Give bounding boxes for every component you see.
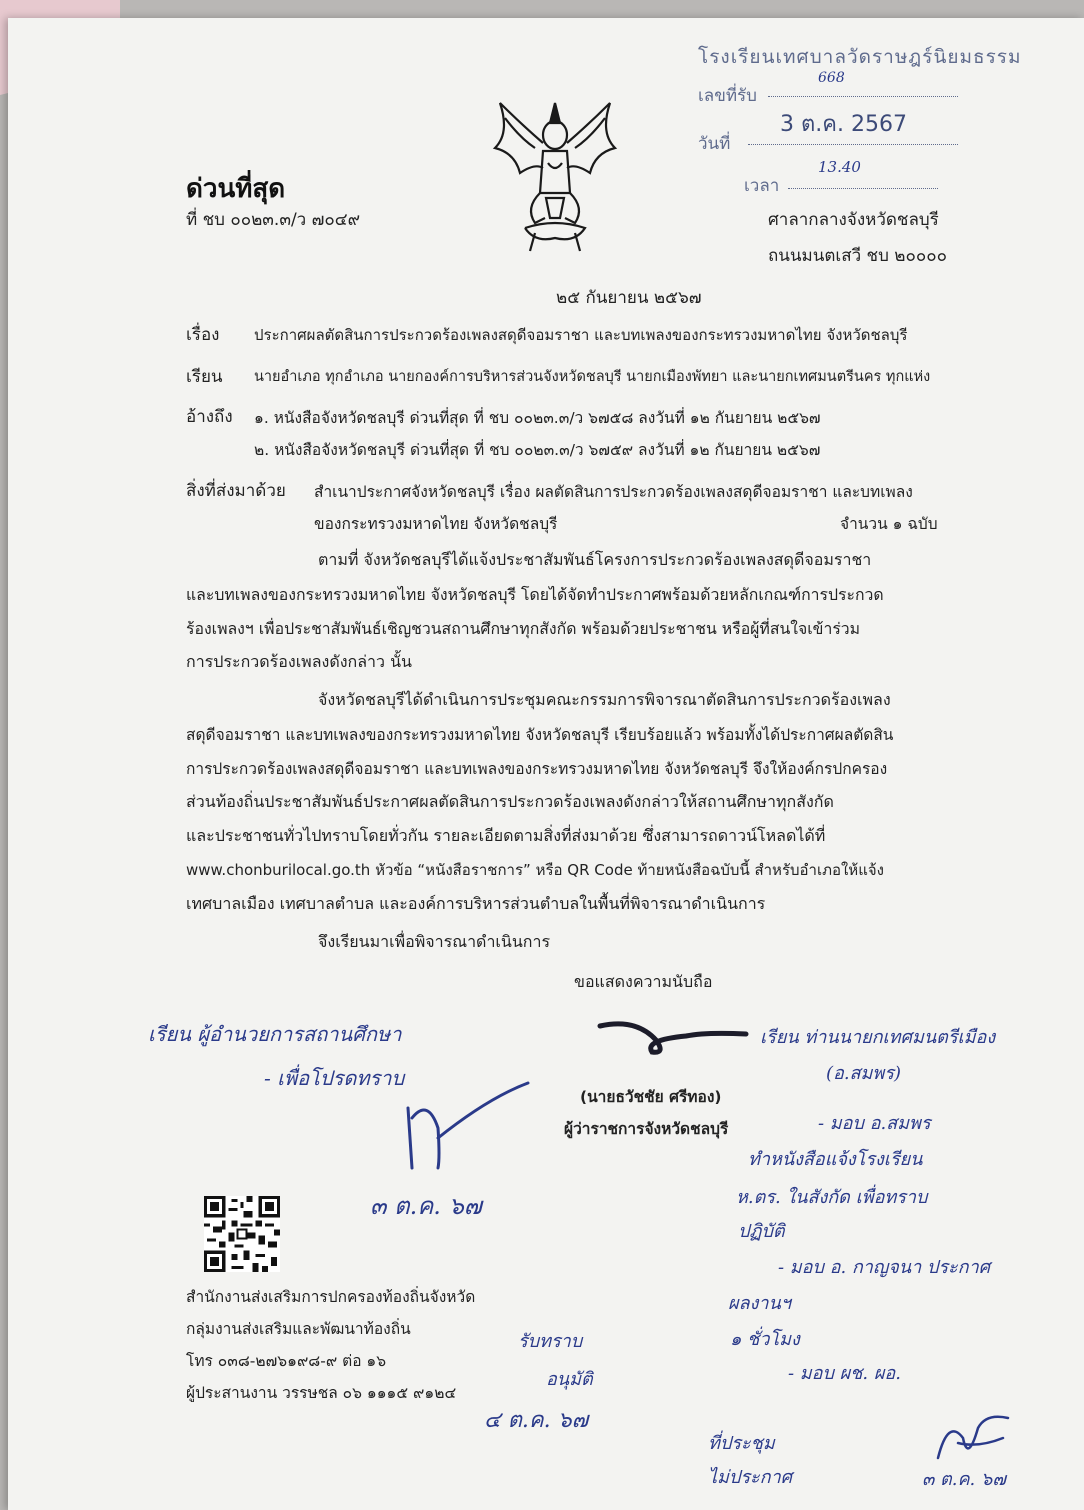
enclosure-line-1: สำเนาประกาศจังหวัดชลบุรี เรื่อง ผลตัดสินการประกวดร้องเพลงสดุดีจอมราชา และบทเพลง xyxy=(314,483,913,501)
handwritten-right-line-4: ทำหนังสือแจ้งโรงเรียน xyxy=(748,1149,923,1170)
handwritten-bottom-line-1: รับทราบ xyxy=(518,1331,583,1352)
stamp-org: โรงเรียนเทศบาลวัดราษฎร์นิยมธรรม xyxy=(698,46,1022,68)
office-line-2: กลุ่มงานส่งเสริมและพัฒนาท้องถิ่น xyxy=(186,1320,411,1338)
handwritten-right-line-9: ๑ ชั่วโมง xyxy=(730,1329,800,1350)
handwritten-right-line-6: ปฏิบัติ xyxy=(738,1221,785,1242)
para1-line-2: และบทเพลงของกระทรวงมหาดไทย จังหวัดชลบุรี โดยได้จัดทำประกาศพร้อมด้วยหลักเกณฑ์การประกวด xyxy=(186,585,884,604)
handwritten-right-line-3: - มอบ อ.สมพร xyxy=(818,1113,931,1134)
para2-line-2: สดุดีจอมราชา และบทเพลงของกระทรวงมหาดไทย จังหวัดชลบุรี เรียบร้อยแล้ว พร้อมทั้งได้ประกาศผลตัดสิน xyxy=(186,726,894,744)
para1-line-3: ร้องเพลงฯ เพื่อประชาสัมพันธ์เชิญชวนสถานศึกษาทุกสังกัด พร้อมด้วยประชาชน หรือผู้ที่สนใจเข้าร่วม xyxy=(186,619,861,638)
handwritten-right-line-5: ห.ตร. ในสังกัด เพื่อทราบ xyxy=(736,1187,928,1208)
address-line-2: ถนนมนตเสวี ชบ ๒๐๐๐๐ xyxy=(768,246,947,266)
governor-signature xyxy=(596,1010,756,1070)
office-line-4: ผู้ประสานงาน วรรษชล ๐๖ ๑๑๑๕ ๙๑๒๔ xyxy=(186,1384,457,1402)
garuda-emblem-icon xyxy=(480,93,630,258)
handwritten-right-line-12: ไม่ประกาศ xyxy=(708,1467,793,1488)
handwritten-bottom-line-2: อนุมัติ xyxy=(546,1369,593,1390)
handwritten-right-line-11: ที่ประชุม xyxy=(708,1433,775,1454)
stamp-date-line xyxy=(748,144,958,145)
to-text: นายอำเภอ ทุกอำเภอ นายกองค์การบริหารส่วนจังหวัดชลบุรี นายกเมืองพัทยา และนายกเทศมนตรีนคร ทุกแห่ง xyxy=(254,369,931,385)
closing-line: จึงเรียนมาเพื่อพิจารณาดำเนินการ xyxy=(318,932,551,951)
subject-text: ประกาศผลตัดสินการประกวดร้องเพลงสดุดีจอมราชา และบทเพลงของกระทรวงมหาดไทย จังหวัดชลบุรี xyxy=(254,326,908,344)
handwritten-left-date: ๓ ต.ค. ๖๗ xyxy=(370,1192,482,1220)
para2-line-1: จังหวัดชลบุรีได้ดำเนินการประชุมคณะกรรมการพิจารณาตัดสินการประกวดร้องเพลง xyxy=(318,690,891,709)
handwritten-right-line-10: - มอบ ผช. ผอ. xyxy=(788,1363,901,1384)
para2-line-7: เทศบาลเมือง เทศบาลตำบล และองค์การบริหารส่วนตำบลในพื้นที่พิจารณาดำเนินการ xyxy=(186,894,766,913)
para2-line-4: ส่วนท้องถิ่นประชาสัมพันธ์ประกาศผลตัดสินการประกวดร้องเพลงดังกล่าวให้สถานศึกษาทุกสังกัด xyxy=(186,792,834,811)
regards-text: ขอแสดงความนับถือ xyxy=(574,972,713,991)
left-signature xyxy=(398,1078,538,1178)
handwritten-right-line-8: ผลงานฯ xyxy=(728,1293,791,1314)
signer-title: ผู้ว่าราชการจังหวัดชลบุรี xyxy=(564,1120,729,1138)
ref-number: ที่ ชบ ๐๐๒๓.๓/ว ๗๐๔๙ xyxy=(186,210,361,230)
qr-code-icon xyxy=(204,1196,280,1272)
stamp-time: 13.40 xyxy=(818,158,861,176)
to-label: เรียน xyxy=(186,367,223,387)
handwritten-right-date: ๓ ต.ค. ๖๗ xyxy=(922,1469,1006,1490)
stamp-time-label: เวลา xyxy=(744,176,780,196)
para1-line-1: ตามที่ จังหวัดชลบุรีได้แจ้งประชาสัมพันธ์โครงการประกวดร้องเพลงสดุดีจอมราชา xyxy=(318,550,872,569)
reference-label: อ้างถึง xyxy=(186,407,233,427)
right-signature xyxy=(928,1408,1018,1468)
stamp-received-no: 668 xyxy=(818,70,845,86)
handwritten-right-line-7: - มอบ อ. กาญจนา ประกาศ xyxy=(778,1257,991,1278)
office-line-1: สำนักงานส่งเสริมการปกครองท้องถิ่นจังหวัด xyxy=(186,1288,476,1306)
enclosure-qty: จำนวน ๑ ฉบับ xyxy=(840,515,938,533)
address-line-1: ศาลากลางจังหวัดชลบุรี xyxy=(768,210,939,230)
reference-2: ๒. หนังสือจังหวัดชลบุรี ด่วนที่สุด ที่ ชบ ๐๐๒๓.๓/ว ๖๗๕๙ ลงวันที่ ๑๒ กันยายน ๒๕๖๗ xyxy=(254,441,821,459)
handwritten-right-line-1: เรียน ท่านนายกเทศมนตรีเมือง xyxy=(760,1027,996,1048)
handwritten-left-note-2: - เพื่อโปรดทราบ xyxy=(264,1066,405,1090)
handwritten-left-note: เรียน ผู้อำนวยการสถานศึกษา xyxy=(148,1022,402,1046)
para2-line-5: และประชาชนทั่วไปทราบโดยทั่วกัน รายละเอียดตามสิ่งที่ส่งมาด้วย ซึ่งสามารถดาวน์โหลดได้ที่ xyxy=(186,826,826,845)
para1-line-4: การประกวดร้องเพลงดังกล่าว นั้น xyxy=(186,652,412,671)
para2-line-6: www.chonburilocal.go.th หัวข้อ “หนังสือราชการ” หรือ QR Code ท้ายหนังสือฉบับนี้ สำหรับอำเภอให้แจ้ง xyxy=(186,861,884,879)
letter-date: ๒๕ กันยายน ๒๕๖๗ xyxy=(556,288,702,308)
handwritten-right-line-2: (อ.สมพร) xyxy=(826,1063,901,1084)
subject-label: เรื่อง xyxy=(186,325,220,345)
document-page xyxy=(8,18,1084,1510)
stamp-received-line xyxy=(768,96,958,97)
para2-line-3: การประกวดร้องเพลงสดุดีจอมราชา และบทเพลงของกระทรวงมหาดไทย จังหวัดชลบุรี จึงให้องค์กรปกครอง xyxy=(186,760,888,778)
stamp-received-label: เลขที่รับ xyxy=(698,86,757,106)
stamp-time-line xyxy=(788,188,938,189)
office-line-3: โทร ๐๓๘-๒๗๖๑๙๘-๙ ต่อ ๑๖ xyxy=(186,1352,387,1370)
stamp-date: 3 ต.ค. 2567 xyxy=(780,112,907,137)
stamp-date-label: วันที่ xyxy=(698,134,731,154)
reference-1: ๑. หนังสือจังหวัดชลบุรี ด่วนที่สุด ที่ ชบ ๐๐๒๓.๓/ว ๖๗๕๘ ลงวันที่ ๑๒ กันยายน ๒๕๖๗ xyxy=(254,409,821,427)
enclosure-label: สิ่งที่ส่งมาด้วย xyxy=(186,481,286,501)
signer-name: (นายธวัชชัย ศรีทอง) xyxy=(580,1088,722,1106)
urgency-label: ด่วนที่สุด xyxy=(186,174,286,204)
enclosure-line-2: ของกระทรวงมหาดไทย จังหวัดชลบุรี xyxy=(314,515,558,533)
handwritten-bottom-date: ๔ ต.ค. ๖๗ xyxy=(484,1408,589,1433)
